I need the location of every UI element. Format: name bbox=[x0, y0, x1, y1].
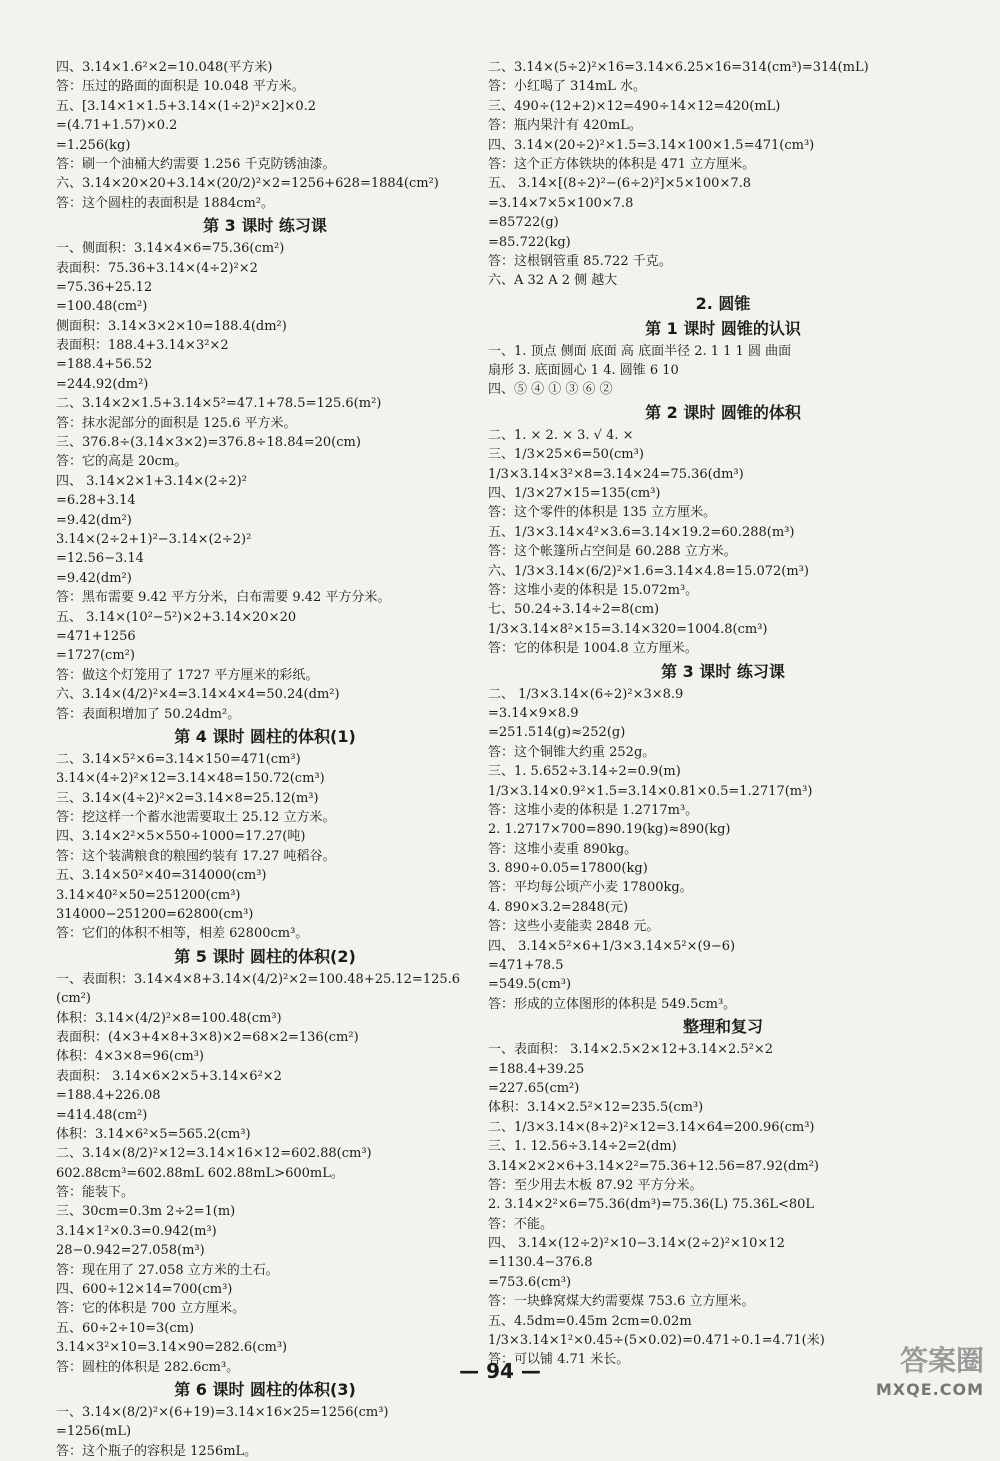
answer-line: =3.14×9×8.9 bbox=[488, 705, 579, 721]
answer-line: 体积：3.14×(4/2)²×8=100.48(cm³) bbox=[56, 1010, 282, 1026]
answer-line: =85722(g) bbox=[488, 215, 559, 231]
answer-line: =9.42(dm²) bbox=[56, 512, 132, 528]
answer-line: 1/3×3.14×8²×15=3.14×320=1004.8(cm³) bbox=[488, 621, 768, 637]
answer-line: 五、4.5dm=0.45m 2cm=0.02m bbox=[488, 1313, 692, 1329]
watermark-logo: 答案圈 bbox=[899, 1344, 984, 1377]
section-heading: 第 3 课时 练习课 bbox=[661, 661, 785, 681]
answer-line: 2. 3.14×2²×6=75.36(dm³)=75.36(L) 75.36L<80L bbox=[488, 1197, 815, 1213]
answer-line: 答：这个装满粮食的粮囤约装有 17.27 吨稻谷。 bbox=[56, 848, 336, 864]
answer-line: =1.256(kg) bbox=[56, 137, 131, 153]
answer-line: 三、490÷(12+2)×12=490÷14×12=420(mL) bbox=[488, 98, 781, 114]
answer-line: 六、3.14×(4/2)²×4=3.14×4×4=50.24(dm²) bbox=[56, 687, 340, 703]
answer-line: 表面积：75.36+3.14×(4÷2)²×2 bbox=[56, 260, 258, 276]
answer-line: 扇形 3. 底面圆心 1 4. 圆锥 6 10 bbox=[488, 363, 679, 379]
answer-line: =188.4+39.25 bbox=[488, 1061, 585, 1077]
answer-line: 三、1/3×25×6=50(cm³) bbox=[488, 447, 644, 463]
answer-line: 答：这个帐篷所占空间是 60.288 立方米。 bbox=[488, 544, 737, 560]
answer-line: 一、表面积： 3.14×2.5×2×12+3.14×2.5²×2 bbox=[488, 1042, 774, 1058]
answer-line: =85.722(kg) bbox=[488, 234, 571, 250]
answer-line: 1/3×3.14×1²×0.45÷(5×0.02)=0.471÷0.1=4.71(米) bbox=[488, 1333, 825, 1349]
answer-line: 答：黑布需要 9.42 平方分米，白布需要 9.42 平方分米。 bbox=[56, 590, 391, 606]
answer-line: 二、1/3×3.14×(8÷2)²×12=3.14×64=200.96(cm³) bbox=[488, 1119, 815, 1135]
answer-line: 答：现在用了 27.058 立方米的土石。 bbox=[56, 1262, 279, 1278]
answer-line: 答：这堆小麦重 890kg。 bbox=[488, 841, 638, 857]
section-heading: 第 4 课时 圆柱的体积(1) bbox=[174, 726, 356, 746]
answer-line: 答：它的高是 20cm。 bbox=[56, 454, 188, 470]
answer-line: 3.14×40²×50=251200(cm³) bbox=[56, 887, 241, 903]
section-heading: 第 5 课时 圆柱的体积(2) bbox=[174, 946, 356, 966]
answer-line: 一、1. 顶点 侧面 底面 高 底面半径 2. 1 1 1 圆 曲面 bbox=[488, 343, 792, 359]
answer-line: 四、 3.14×(12÷2)²×10−3.14×(2÷2)²×10×12 bbox=[488, 1236, 785, 1252]
answer-line: 答：刷一个油桶大约需要 1.256 千克防锈油漆。 bbox=[56, 156, 336, 172]
answer-line: 3.14×2×2×6+3.14×2²=75.36+12.56=87.92(dm²) bbox=[488, 1158, 819, 1174]
answer-line: 答：这堆小麦的体积是 15.072m³。 bbox=[488, 582, 699, 598]
answer-line: =753.6(cm³) bbox=[488, 1274, 572, 1290]
answer-line: 二、3.14×(5÷2)²×16=3.14×6.25×16=314(cm³)=314(mL) bbox=[488, 60, 869, 75]
answer-line: 一、3.14×(8/2)²×(6+19)=3.14×16×25=1256(cm³) bbox=[56, 1405, 389, 1420]
answer-line: 二、3.14×2×1.5+3.14×5²=47.1+78.5=125.6(m²) bbox=[56, 396, 382, 412]
answer-line: =100.48(cm²) bbox=[56, 299, 148, 315]
answer-line: 三、1. 12.56÷3.14÷2=2(dm) bbox=[488, 1139, 677, 1155]
answer-line: 四、⑤ ④ ① ③ ⑥ ② bbox=[488, 382, 613, 398]
answer-line: 四、 3.14×5²×6+1/3×3.14×5²×(9−6) bbox=[488, 938, 736, 954]
answer-line: 表面积：(4×3+4×8+3×8)×2=68×2=136(cm²) bbox=[56, 1029, 359, 1045]
answer-line: 3.14×1²×0.3=0.942(m³) bbox=[56, 1223, 217, 1239]
answer-line: 答：表面积增加了 50.24dm²。 bbox=[56, 706, 241, 722]
section-heading: 整理和复习 bbox=[682, 1017, 763, 1037]
answer-line: 答：这根钢管重 85.722 千克。 bbox=[488, 253, 672, 269]
answer-line: 六、1/3×3.14×(6/2)²×1.6=3.14×4.8=15.072(m³) bbox=[488, 563, 809, 579]
answer-line: 四、3.14×2²×5×550÷1000=17.27(吨) bbox=[56, 829, 306, 845]
answer-line: 一、侧面积：3.14×4×6=75.36(cm²) bbox=[56, 241, 285, 257]
answer-line: 三、1. 5.652÷3.14÷2=0.9(m) bbox=[488, 764, 681, 780]
answer-line: 2. 1.2717×700=890.19(kg)≈890(kg) bbox=[488, 822, 731, 838]
answer-line: =1256(mL) bbox=[56, 1424, 132, 1440]
answer-line: =244.92(dm²) bbox=[56, 376, 149, 392]
answer-line: =6.28+3.14 bbox=[56, 493, 136, 509]
answer-line: =9.42(dm²) bbox=[56, 570, 132, 586]
answer-line: 体积：4×3×8=96(cm³) bbox=[56, 1049, 204, 1065]
answer-line: 四、1/3×27×15=135(cm³) bbox=[488, 486, 661, 502]
answer-line: 五、[3.14×1×1.5+3.14×(1÷2)²×2]×0.2 bbox=[56, 98, 317, 114]
answer-line: 三、3.14×(4÷2)²×2=3.14×8=25.12(m³) bbox=[56, 790, 319, 806]
section-heading: 第 6 课时 圆柱的体积(3) bbox=[174, 1380, 356, 1399]
answer-line: 答：抹水泥部分的面积是 125.6 平方米。 bbox=[56, 415, 297, 431]
answer-line: 体积：3.14×6²×5=565.2(cm³) bbox=[56, 1126, 251, 1142]
answer-line: 表面积：188.4+3.14×3²×2 bbox=[56, 338, 229, 354]
answer-line: 3.14×(2÷2+1)²−3.14×(2÷2)² bbox=[56, 531, 252, 547]
answer-line: 答：它的体积是 700 立方厘米。 bbox=[56, 1301, 246, 1317]
answer-line: =549.5(cm³) bbox=[488, 977, 572, 993]
answer-line: 侧面积：3.14×3×2×10=188.4(dm²) bbox=[56, 318, 287, 334]
section-heading: 第 1 课时 圆锥的认识 bbox=[645, 318, 801, 338]
answer-line: 二、1. × 2. × 3. √ 4. × bbox=[488, 427, 634, 443]
answer-line: 答：能装下。 bbox=[56, 1185, 135, 1201]
answer-line: 四、3.14×(20÷2)²×1.5=3.14×100×1.5=471(cm³) bbox=[488, 137, 815, 153]
answer-line: 一、表面积：3.14×4×8+3.14×(4/2)²×2=100.48+25.12=125.6 bbox=[56, 971, 461, 987]
answer-line: 五、 3.14×(10²−5²)×2+3.14×20×20 bbox=[56, 609, 297, 625]
answer-line: 六、A 32 A 2 侧 越大 bbox=[488, 273, 618, 289]
answer-line: =188.4+56.52 bbox=[56, 357, 153, 373]
answer-line: 四、 3.14×2×1+3.14×(2÷2)² bbox=[56, 473, 247, 489]
answer-line: 七、50.24÷3.14÷2=8(cm) bbox=[488, 602, 660, 618]
answer-line: 4. 890×3.2=2848(元) bbox=[488, 899, 629, 915]
answer-line: 三、376.8÷(3.14×3×2)=376.8÷18.84=20(cm) bbox=[56, 435, 361, 451]
answer-line: 3. 890÷0.05=17800(kg) bbox=[488, 861, 648, 877]
answer-line: 28−0.942=27.058(m³) bbox=[56, 1243, 205, 1259]
answer-line: 答：圆柱的体积是 282.6cm³。 bbox=[56, 1359, 240, 1375]
answer-line: =471+1256 bbox=[56, 628, 136, 644]
answer-line: =1130.4−376.8 bbox=[488, 1255, 593, 1271]
answer-line: 答：这个圆柱的表面积是 1884cm²。 bbox=[56, 195, 275, 211]
answer-line: =1727(cm²) bbox=[56, 648, 135, 664]
answer-line: =251.514(g)≈252(g) bbox=[488, 725, 626, 741]
answer-line: 答：做这个灯笼用了 1727 平方厘米的彩纸。 bbox=[56, 667, 319, 683]
answer-line: =3.14×7×5×100×7.8 bbox=[488, 195, 634, 211]
section-heading: 第 3 课时 练习课 bbox=[203, 216, 327, 236]
answer-line: =12.56−3.14 bbox=[56, 551, 144, 567]
answer-line: 答：这个正方体铁块的体积是 471 立方厘米。 bbox=[488, 156, 756, 172]
answer-line: 二、3.14×(8/2)²×12=3.14×16×12=602.88(cm³) bbox=[56, 1146, 372, 1162]
answer-line: =(4.71+1.57)×0.2 bbox=[56, 118, 178, 134]
answer-line: 答：这个铜锥大约重 252g。 bbox=[488, 744, 656, 760]
answer-line: 五、 3.14×[(8÷2)²−(6÷2)²]×5×100×7.8 bbox=[488, 176, 752, 192]
answer-line: 答：挖这样一个蓄水池需要取土 25.12 立方米。 bbox=[56, 810, 336, 826]
answer-line: 答：一块蜂窝煤大约需要煤 753.6 立方厘米。 bbox=[488, 1294, 755, 1310]
answer-line: 3.14×3²×10=3.14×90=282.6(cm³) bbox=[56, 1340, 288, 1356]
answer-line: 答：这个瓶子的容积是 1256mL。 bbox=[56, 1443, 258, 1459]
answer-line: 答：压过的路面的面积是 10.048 平方米。 bbox=[56, 79, 305, 95]
answer-line: =414.48(cm²) bbox=[56, 1107, 148, 1123]
section-heading: 2. 圆锥 bbox=[695, 293, 751, 313]
answer-line: 答：形成的立体图形的体积是 549.5cm³。 bbox=[488, 996, 737, 1012]
answer-line: (cm²) bbox=[56, 991, 91, 1007]
answer-line: 答：小红喝了 314mL 水。 bbox=[488, 79, 647, 95]
watermark-url: MXQE.COM bbox=[875, 1380, 984, 1399]
section-heading: 第 2 课时 圆锥的体积 bbox=[645, 402, 801, 422]
answer-line: 答：至少用去木板 87.92 平方分米。 bbox=[488, 1177, 703, 1193]
answer-line: 答：这些小麦能卖 2848 元。 bbox=[488, 919, 660, 935]
answer-line: 五、60÷2÷10=3(cm) bbox=[56, 1320, 195, 1336]
answer-line: 五、3.14×50²×40=314000(cm³) bbox=[56, 868, 267, 884]
answer-line: 答：这堆小麦的体积是 1.2717m³。 bbox=[488, 802, 699, 818]
answer-line: 二、3.14×5²×6=3.14×150=471(cm³) bbox=[56, 751, 301, 767]
answer-line: 602.88cm³=602.88mL 602.88mL>600mL。 bbox=[56, 1165, 344, 1181]
answer-line: 答：这个零件的体积是 135 立方厘米。 bbox=[488, 505, 717, 521]
answer-line: 三、30cm=0.3m 2÷2=1(m) bbox=[56, 1204, 236, 1220]
answer-line: 答：平均每公顷产小麦 17800kg。 bbox=[488, 880, 693, 896]
answer-line: 1/3×3.14×0.9²×1.5=3.14×0.81×0.5=1.2717(m³) bbox=[488, 783, 813, 799]
answer-line: 四、3.14×1.6²×2=10.048(平方米) bbox=[56, 60, 273, 75]
answer-line: =188.4+226.08 bbox=[56, 1088, 161, 1104]
answer-line: 答：它们的体积不相等，相差 62800cm³。 bbox=[56, 926, 309, 942]
answer-line: 二、 1/3×3.14×(6÷2)²×3×8.9 bbox=[488, 686, 684, 702]
answer-line: 四、600÷12×14=700(cm³) bbox=[56, 1282, 233, 1298]
answer-line: =471+78.5 bbox=[488, 958, 564, 974]
answer-line: 答：它的体积是 1004.8 立方厘米。 bbox=[488, 641, 698, 657]
answer-line: 答：不能。 bbox=[488, 1216, 554, 1232]
answer-line: =75.36+25.12 bbox=[56, 279, 153, 295]
answer-line: 答：可以铺 4.71 米长。 bbox=[488, 1352, 630, 1368]
answer-line: 六、3.14×20×20+3.14×(20/2)²×2=1256+628=1884(cm²) bbox=[56, 176, 439, 192]
right-column bbox=[488, 58, 958, 1370]
answer-line: 314000−251200=62800(cm³) bbox=[56, 907, 254, 923]
left-column bbox=[56, 58, 474, 1461]
answer-line: 3.14×(4÷2)²×12=3.14×48=150.72(cm³) bbox=[56, 771, 325, 787]
page-number: — 94 — bbox=[459, 1359, 541, 1383]
answer-line: 体积：3.14×2.5²×12=235.5(cm³) bbox=[488, 1100, 704, 1116]
answer-line: =227.65(cm²) bbox=[488, 1080, 580, 1096]
answer-line: 表面积： 3.14×6×2×5+3.14×6²×2 bbox=[56, 1068, 282, 1084]
answer-line: 1/3×3.14×3²×8=3.14×24=75.36(dm³) bbox=[488, 466, 744, 482]
answer-line: 五、1/3×3.14×4²×3.6=3.14×19.2=60.288(m³) bbox=[488, 524, 795, 540]
answer-line: 答：瓶内果汁有 420mL。 bbox=[488, 118, 642, 134]
